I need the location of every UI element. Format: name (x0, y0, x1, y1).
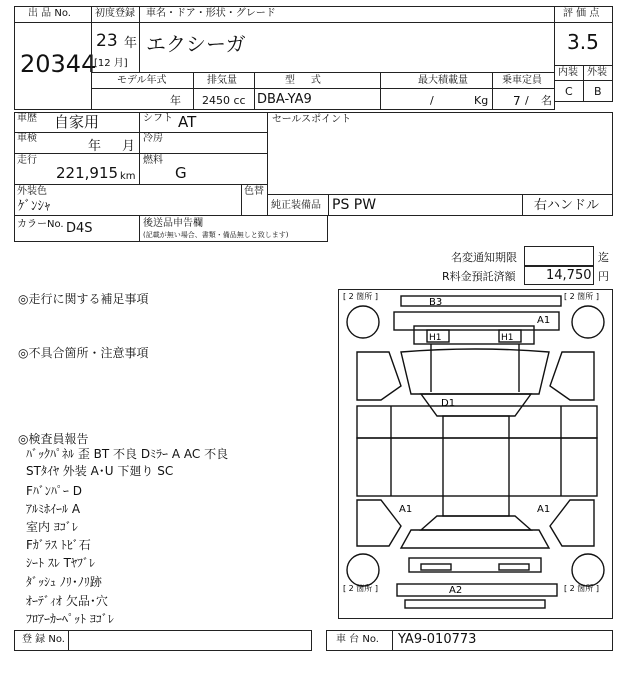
inspector-line: ｵｰﾃﾞｨｵ 欠品･穴 (26, 594, 108, 608)
capacity-label: 乗車定員 (502, 75, 542, 86)
score-label: 評 価 点 (563, 8, 600, 19)
inspector-line: ｼｰﾄ ｽﾚ Tﾔﾌﾞﾚ (26, 556, 95, 570)
interior-grade: C (565, 85, 573, 98)
damage-mark-rear-bumper: A2 (449, 585, 463, 596)
history-label: 車歴 (17, 113, 37, 124)
damage-mark-left-side: A1 (399, 504, 413, 515)
inspection-month-unit: 月 (122, 139, 136, 154)
mileage-unit: km (120, 171, 136, 182)
tire-label-front-left: [ 2 箇所 ] (343, 292, 378, 301)
max-load-unit: Kg (474, 94, 489, 107)
fuel-label: 燃料 (143, 155, 163, 166)
registration-number-label: 登 録 No. (22, 634, 65, 645)
damage-mark-front-grille: A1 (537, 315, 551, 326)
max-load-slash: / (430, 94, 434, 107)
name-change-deadline-unit: 迄 (598, 251, 609, 264)
exterior-grade: B (594, 85, 602, 98)
chassis-number-value: YA9-010773 (398, 632, 477, 647)
first-registration-month: [12 月] (94, 58, 128, 69)
exterior-grade-label: 外装 (587, 67, 607, 78)
inspector-line: ﾌﾛｱｰｶｰﾍﾟｯﾄ ﾖｺﾞﾚ (26, 612, 114, 626)
tire-rear-left (347, 554, 379, 586)
mileage-value: 221,915 (56, 164, 119, 182)
inspector-line: STﾀｲﾔ 外装 A･U 下廻り SC (26, 464, 174, 478)
car-diagram-svg (339, 290, 612, 618)
tire-front-right (572, 306, 604, 338)
car-diagram (338, 289, 613, 619)
aftermarket-note: (記載が無い場合、書類・備品無しと致します) (143, 231, 289, 239)
tire-rear-right (572, 554, 604, 586)
recycle-fee-value: 14,750 (546, 268, 592, 283)
color-number-label: カラーNo. (17, 219, 64, 230)
damage-mark-headlight-left: H1 (429, 333, 442, 343)
inspector-line: 室内 ﾖｺﾞﾚ (26, 520, 78, 534)
first-registration-year-unit: 年 (124, 36, 138, 51)
score-value: 3.5 (567, 30, 599, 54)
inspector-line: Fﾊﾞﾝﾊﾟｰ D (26, 484, 82, 498)
shift-label: シフト (143, 113, 173, 124)
damage-mark-right-side: A1 (537, 504, 551, 515)
lot-number-label: 出 品 No. (28, 8, 71, 19)
model-code-value: DBA-YA9 (257, 92, 312, 107)
exterior-color-label: 外装色 (17, 186, 47, 197)
mileage-label: 走行 (17, 155, 37, 166)
max-load-label: 最大積載量 (418, 75, 468, 86)
tire-label-front-right: [ 2 箇所 ] (564, 292, 599, 301)
model-year-label: モデル年式 (117, 75, 167, 86)
driving-notes-title: ◎走行に関する補足事項 (18, 292, 149, 306)
history-value: 自家用 (54, 113, 100, 131)
model-year-unit: 年 (170, 94, 181, 107)
first-registration-year: 23 (96, 31, 118, 51)
genuine-equipment-value: PS PW (332, 197, 377, 213)
damage-mark-windshield: D1 (441, 398, 456, 409)
first-registration-label: 初度登録 (95, 8, 135, 19)
capacity-slash: / (525, 94, 529, 107)
genuine-equipment-label: 純正装備品 (271, 200, 321, 211)
displacement-label: 排気量 (207, 75, 237, 86)
car-name-label: 車名・ドア・形状・グレード (146, 8, 276, 19)
shift-value: AT (178, 113, 197, 131)
inspector-line: Fｶﾞﾗｽ ﾄﾋﾞ石 (26, 538, 91, 552)
sales-point-label: セールスポイント (272, 114, 352, 125)
tire-front-left (347, 306, 379, 338)
fuel-value: G (175, 164, 187, 182)
damage-mark-front-bumper: B3 (429, 297, 443, 308)
exterior-color-value: ｹﾞﾝｼｬ (18, 199, 51, 214)
steering-side-value: 右ハンドル (534, 198, 600, 213)
inspector-line: ｱﾙﾐﾎｲｰﾙ A (26, 502, 81, 516)
chassis-number-label: 車 台 No. (336, 634, 379, 645)
inspector-line: ﾊﾞｯｸﾊﾟﾈﾙ 歪 BT 不良 Dﾐﾗｰ A AC 不良 (26, 447, 229, 461)
name-change-deadline-box (524, 246, 594, 266)
inspection-label: 車検 (17, 133, 37, 144)
capacity-value: 7 (513, 94, 521, 108)
interior-grade-label: 内装 (558, 67, 578, 78)
inspector-line: ﾀﾞｯｼｭ ﾉﾘ･ﾉﾘ跡 (26, 575, 102, 589)
lot-number: 20344 (20, 50, 97, 78)
inspector-report-title: ◎検査員報告 (18, 432, 89, 446)
tire-label-rear-right: [ 2 箇所 ] (564, 584, 599, 593)
tire-label-rear-left: [ 2 箇所 ] (343, 584, 378, 593)
displacement-value: 2450 cc (202, 94, 246, 107)
damage-mark-headlight-right: H1 (501, 333, 514, 343)
model-code-label: 型 式 (285, 75, 321, 86)
capacity-unit: 名 (541, 94, 552, 107)
car-name: エクシーガ (146, 32, 246, 56)
color-change-label: 色替 (244, 186, 264, 197)
aircon-label: 冷房 (143, 133, 163, 144)
aftermarket-label: 後送品申告欄 (143, 218, 203, 229)
color-number-value: D4S (66, 221, 93, 236)
inspection-year-unit: 年 (88, 139, 102, 154)
recycle-fee-label: R料金預託済額 (442, 270, 516, 283)
name-change-deadline-label: 名変通知期限 (451, 251, 517, 264)
defect-notes-title: ◎不具合箇所・注意事項 (18, 346, 149, 360)
recycle-fee-unit: 円 (598, 270, 609, 283)
